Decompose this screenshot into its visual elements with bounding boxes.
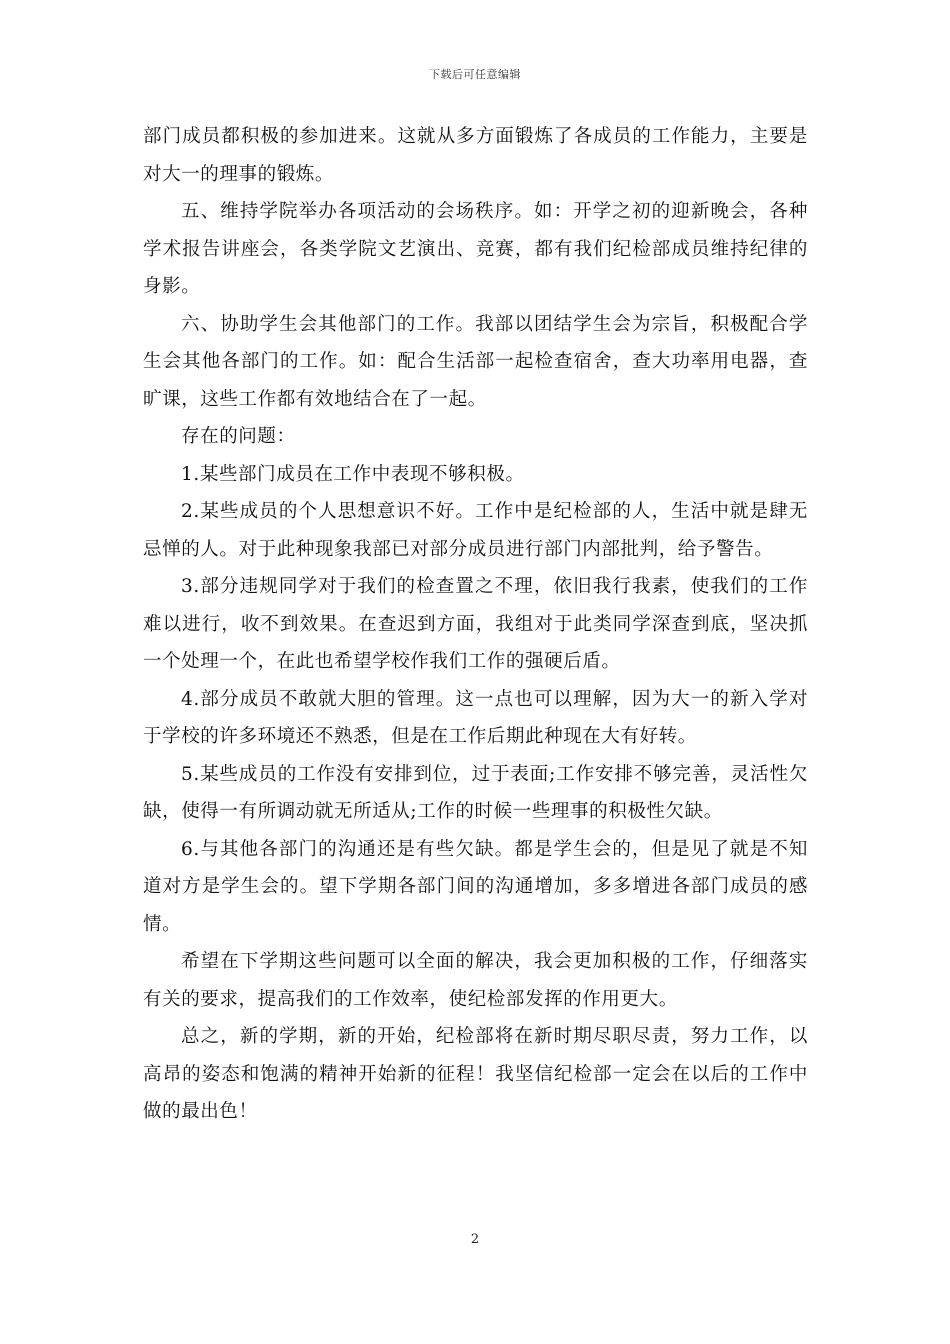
paragraph-conclusion: 总之，新的学期，新的开始，纪检部将在新时期尽职尽责，努力工作，以高昂的姿态和饱满的精神开始新的征程！我坚信纪检部一定会在以后的工作中做的最出色！ bbox=[143, 1026, 808, 1122]
paragraph-item-five: 五、维持学院举办各项活动的会场秩序。如：开学之初的迎新晚会，各种学术报告讲座会，各类学院文艺演出、竞赛，都有我们纪检部成员维持纪律的身影。 bbox=[143, 201, 808, 297]
problems-heading: 存在的问题： bbox=[181, 426, 296, 447]
page-number: 2 bbox=[470, 1232, 480, 1247]
problem-item-6: 6.与其他各部门的沟通还是有些欠缺。都是学生会的，但是见了就是不知道对方是学生会的。望下学期各部门间的沟通增加，多多增进各部门成员的感情。 bbox=[143, 838, 808, 935]
problem-item-3: 3.部分违规同学对于我们的检查置之不理，依旧我行我素，使我们的工作难以进行，收不到效果。在查迟到方面，我组对于此类同学深查到底，坚决抓一个处理一个，在此也希望学校作我们工作的强硬后盾。 bbox=[143, 576, 808, 672]
problem-item-2: 2.某些成员的个人思想意识不好。工作中是纪检部的人，生活中就是肆无忌惮的人。对于此种现象我部已对部分成员进行部门内部批判，给予警告。 bbox=[143, 501, 808, 560]
problem-item-5: 5.某些成员的工作没有安排到位，过于表面;工作安排不够完善，灵活性欠缺，使得一有所调动就无所适从;工作的时候一些理事的积极性欠缺。 bbox=[143, 763, 808, 822]
problem-item-1: 1.某些部门成员在工作中表现不够积极。 bbox=[181, 463, 525, 485]
paragraph-hope: 希望在下学期这些问题可以全面的解决，我会更加积极的工作，仔细落实有关的要求，提高我们的工作效率，使纪检部发挥的作用更大。 bbox=[143, 951, 808, 1010]
problem-item-4: 4.部分成员不敢就大胆的管理。这一点也可以理解，因为大一的新入学对于学校的许多环境还不熟悉，但是在工作后期此种现在大有好转。 bbox=[143, 688, 808, 747]
page-header: 下载后可任意编辑 bbox=[429, 68, 521, 81]
paragraph-item-six: 六、协助学生会其他部门的工作。我部以团结学生会为宗旨，积极配合学生会其他各部门的工作。如：配合生活部一起检查宿舍，查大功率用电器，查旷课，这些工作都有效地结合在了一起。 bbox=[143, 313, 808, 410]
document-body bbox=[143, 118, 808, 1131]
paragraph-continuation: 部门成员都积极的参加进来。这就从多方面锻炼了各成员的工作能力，主要是对大一的理事的锻炼。 bbox=[143, 126, 808, 185]
